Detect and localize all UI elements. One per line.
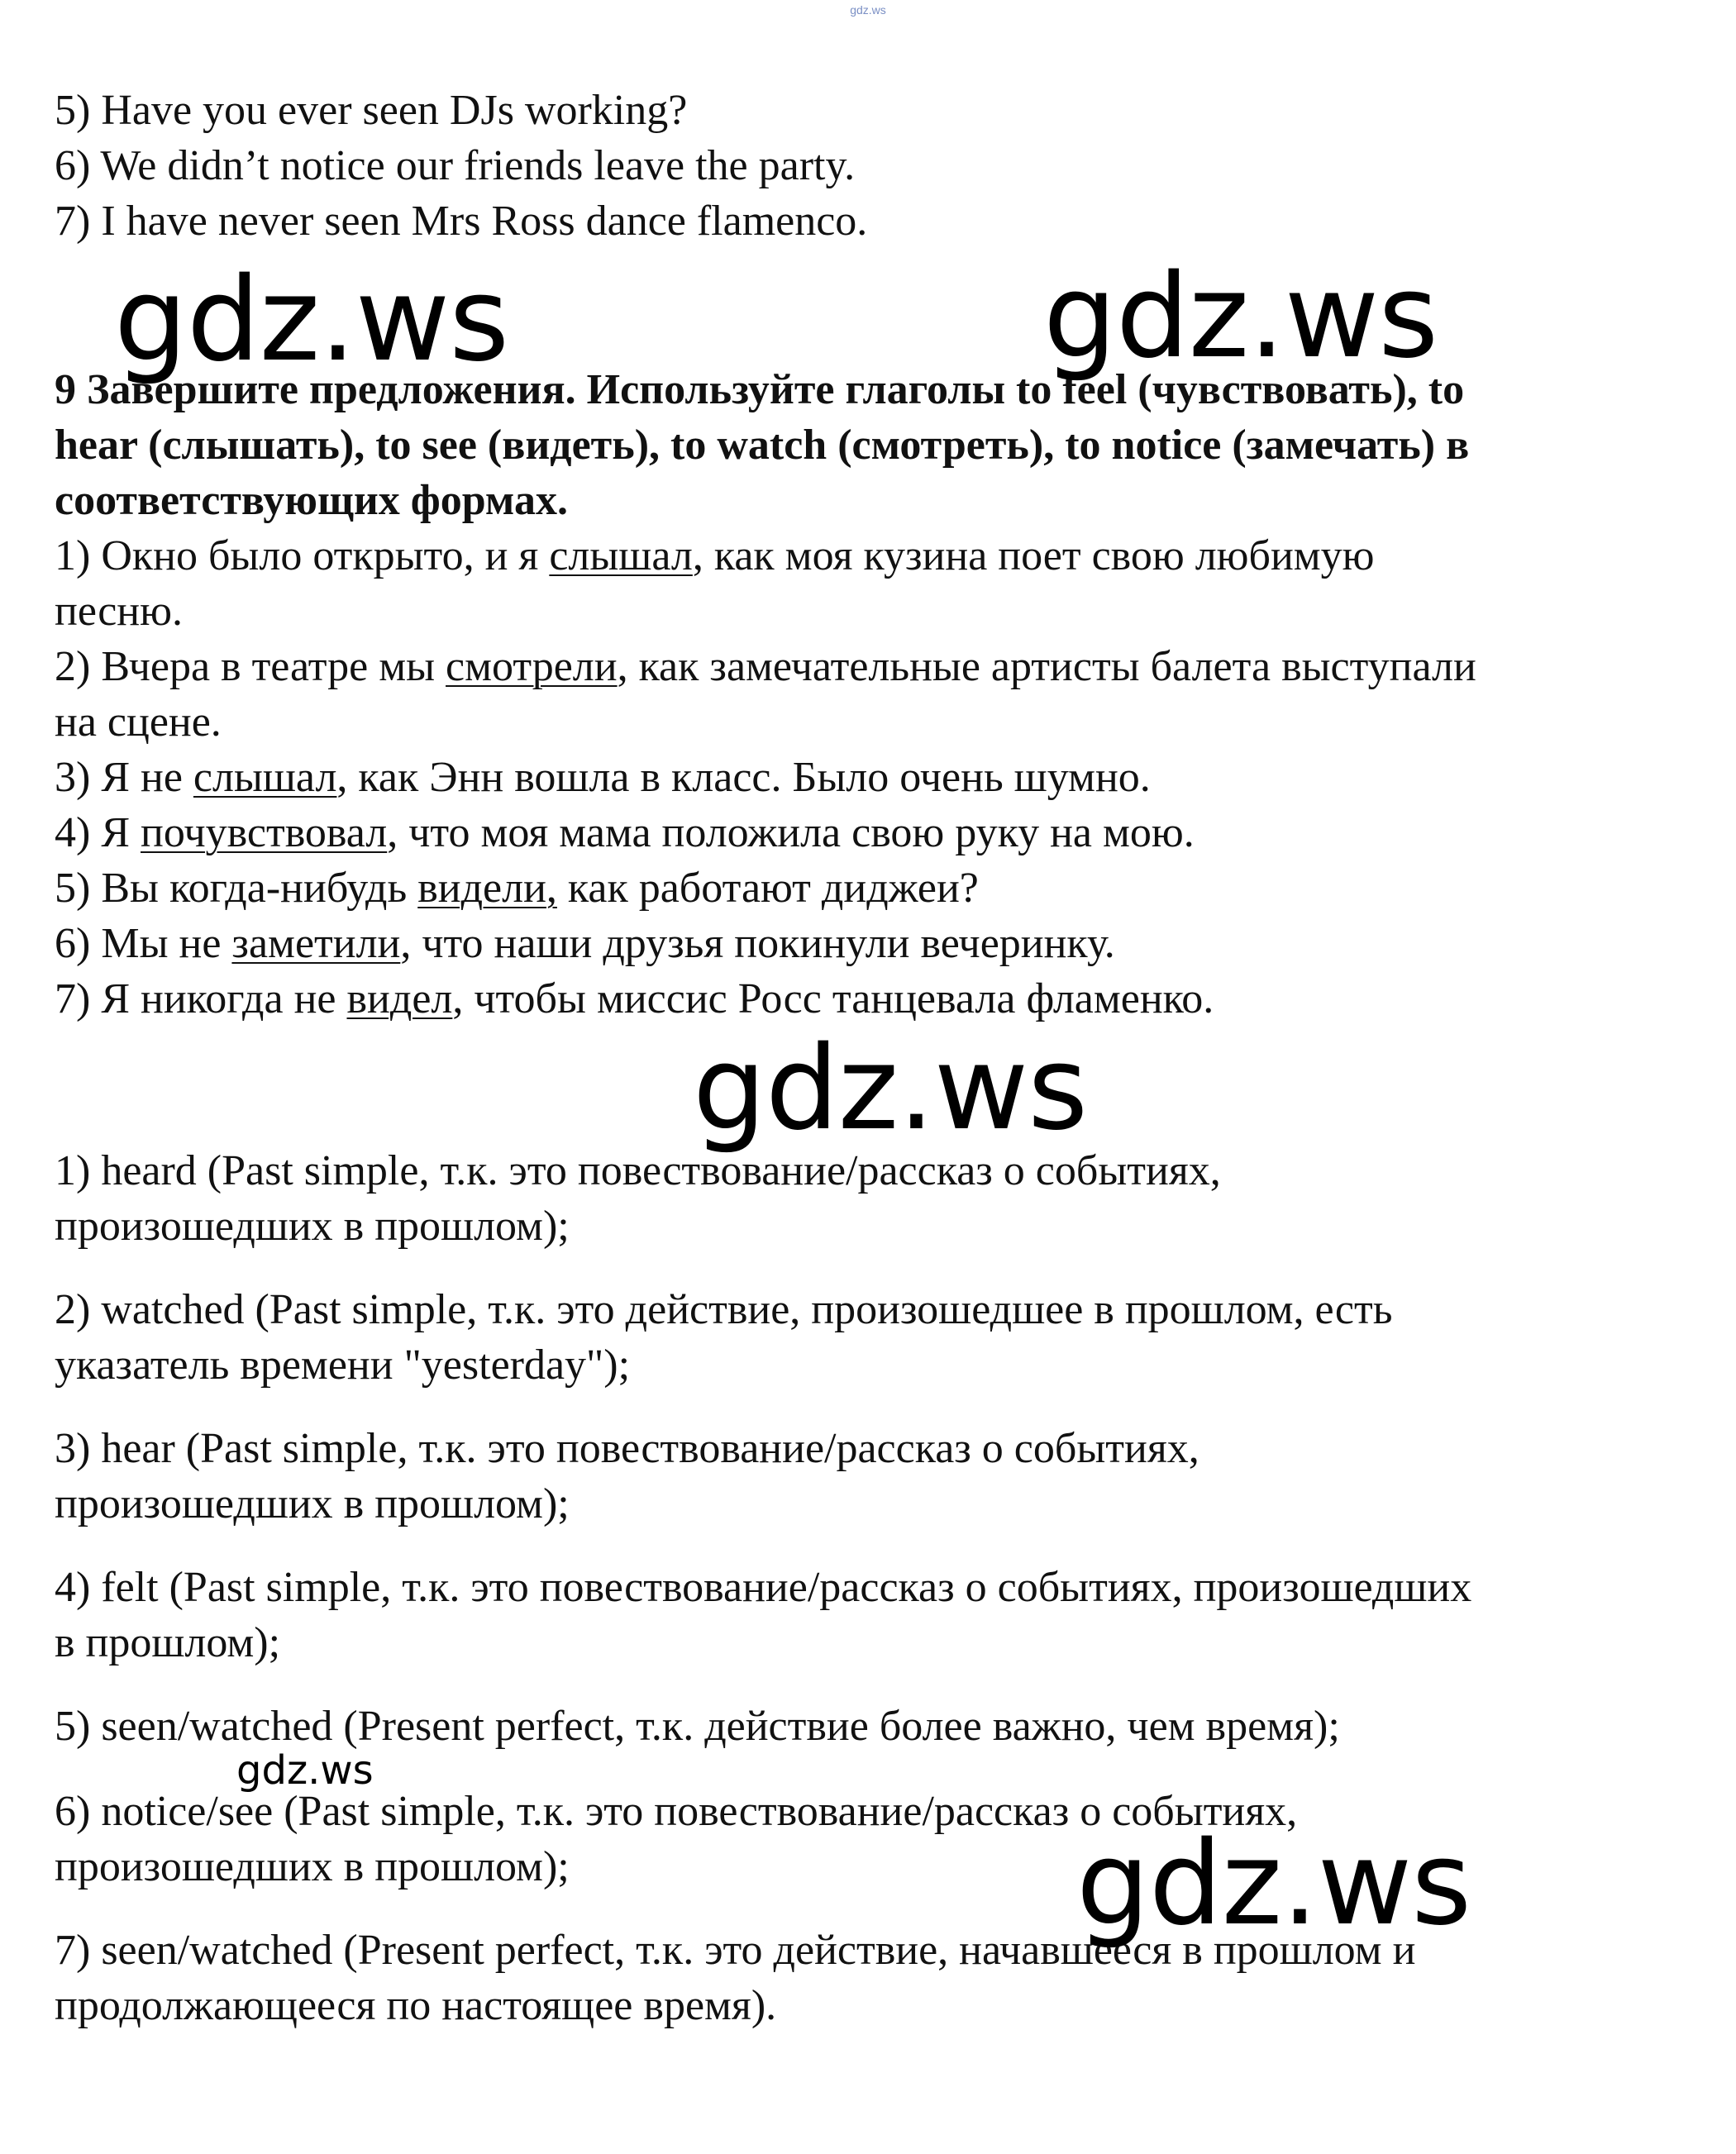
answer-item: 2) watched (Past simple, т.к. это действие, произошедшее в прошлом, есть указатель времени "yesterday");	[55, 1286, 1393, 1389]
watermark-text: gdz.ws	[1043, 250, 1438, 384]
english-sentence-7: 7) I have never seen Mrs Ross dance flamenco.	[55, 198, 868, 245]
watermark-text: gdz.ws	[1076, 1817, 1471, 1951]
task-heading-line-3: соответствующих формах.	[55, 477, 568, 524]
ru-sentence: 2) Вчера в театре мы смотрели, как замечательные артисты балета выступали	[55, 643, 1476, 690]
underlined-verb: видел	[346, 975, 453, 1022]
ru-sentence: 7) Я никогда не видел, чтобы миссис Росс танцевала фламенко.	[55, 975, 1214, 1022]
task-heading-line-2: hear (слышать), to see (видеть), to watch (смотреть), to notice (замечать) в	[55, 422, 1470, 469]
ru-sentence: 5) Вы когда-нибудь видели, как работают диджеи?	[55, 865, 979, 912]
watermark-text: gdz.ws	[236, 1747, 374, 1794]
answer-item: 1) heard (Past simple, т.к. это повествование/рассказ о событиях, произошедших в прошлом);	[55, 1147, 1221, 1250]
ru-sentence-continuation: песню.	[55, 588, 183, 635]
watermark-text: gdz.ws	[693, 1022, 1088, 1156]
answer-item: 5) seen/watched (Present perfect, т.к. действие более важно, чем время);	[55, 1703, 1340, 1750]
watermark-text: gdz.ws	[114, 253, 509, 388]
answer-item: 6) notice/see (Past simple, т.к. это повествование/рассказ о событиях, произошедших в прошлом);	[55, 1788, 1298, 1890]
underlined-verb: заметили	[231, 920, 401, 967]
underlined-verb: смотрели	[446, 643, 618, 690]
russian-sentences	[55, 528, 1691, 1027]
underlined-verb: слышал	[193, 754, 337, 801]
ru-sentence: 1) Окно было открыто, и я слышал, как моя кузина поет свою любимую	[55, 532, 1375, 579]
underlined-verb: видели,	[417, 865, 557, 912]
answer-item: 4) felt (Past simple, т.к. это повествование/рассказ о событиях, произошедших в прошлом);	[55, 1564, 1472, 1666]
ru-sentence: 4) Я почувствовал, что моя мама положила свою руку на мою.	[55, 809, 1195, 856]
task-heading-line-1: 9 Завершите предложения. Используйте глаголы to feel (чувствовать), to	[55, 366, 1465, 413]
ru-sentence: 3) Я не слышал, как Энн вошла в класс. Было очень шумно.	[55, 754, 1151, 801]
underlined-verb: почувствовал	[141, 809, 388, 856]
english-sentence-5: 5) Have you ever seen DJs working?	[55, 87, 688, 134]
underlined-verb: слышал	[549, 532, 693, 579]
english-sentences	[55, 83, 867, 249]
top-watermark-text: gdz.ws	[850, 3, 886, 17]
ru-sentence-continuation: на сцене.	[55, 698, 222, 746]
answer-item: 3) hear (Past simple, т.к. это повествование/рассказ о событиях, произошедших в прошлом);	[55, 1425, 1199, 1527]
english-sentence-6: 6) We didn’t notice our friends leave the party.	[55, 142, 856, 189]
answer-item: 7) seen/watched (Present perfect, т.к. это действие, начавшееся в прошлом и продолжающееся по настоящее время).	[55, 1927, 1416, 2029]
ru-sentence: 6) Мы не заметили, что наши друзья покинули вечеринку.	[55, 920, 1115, 967]
